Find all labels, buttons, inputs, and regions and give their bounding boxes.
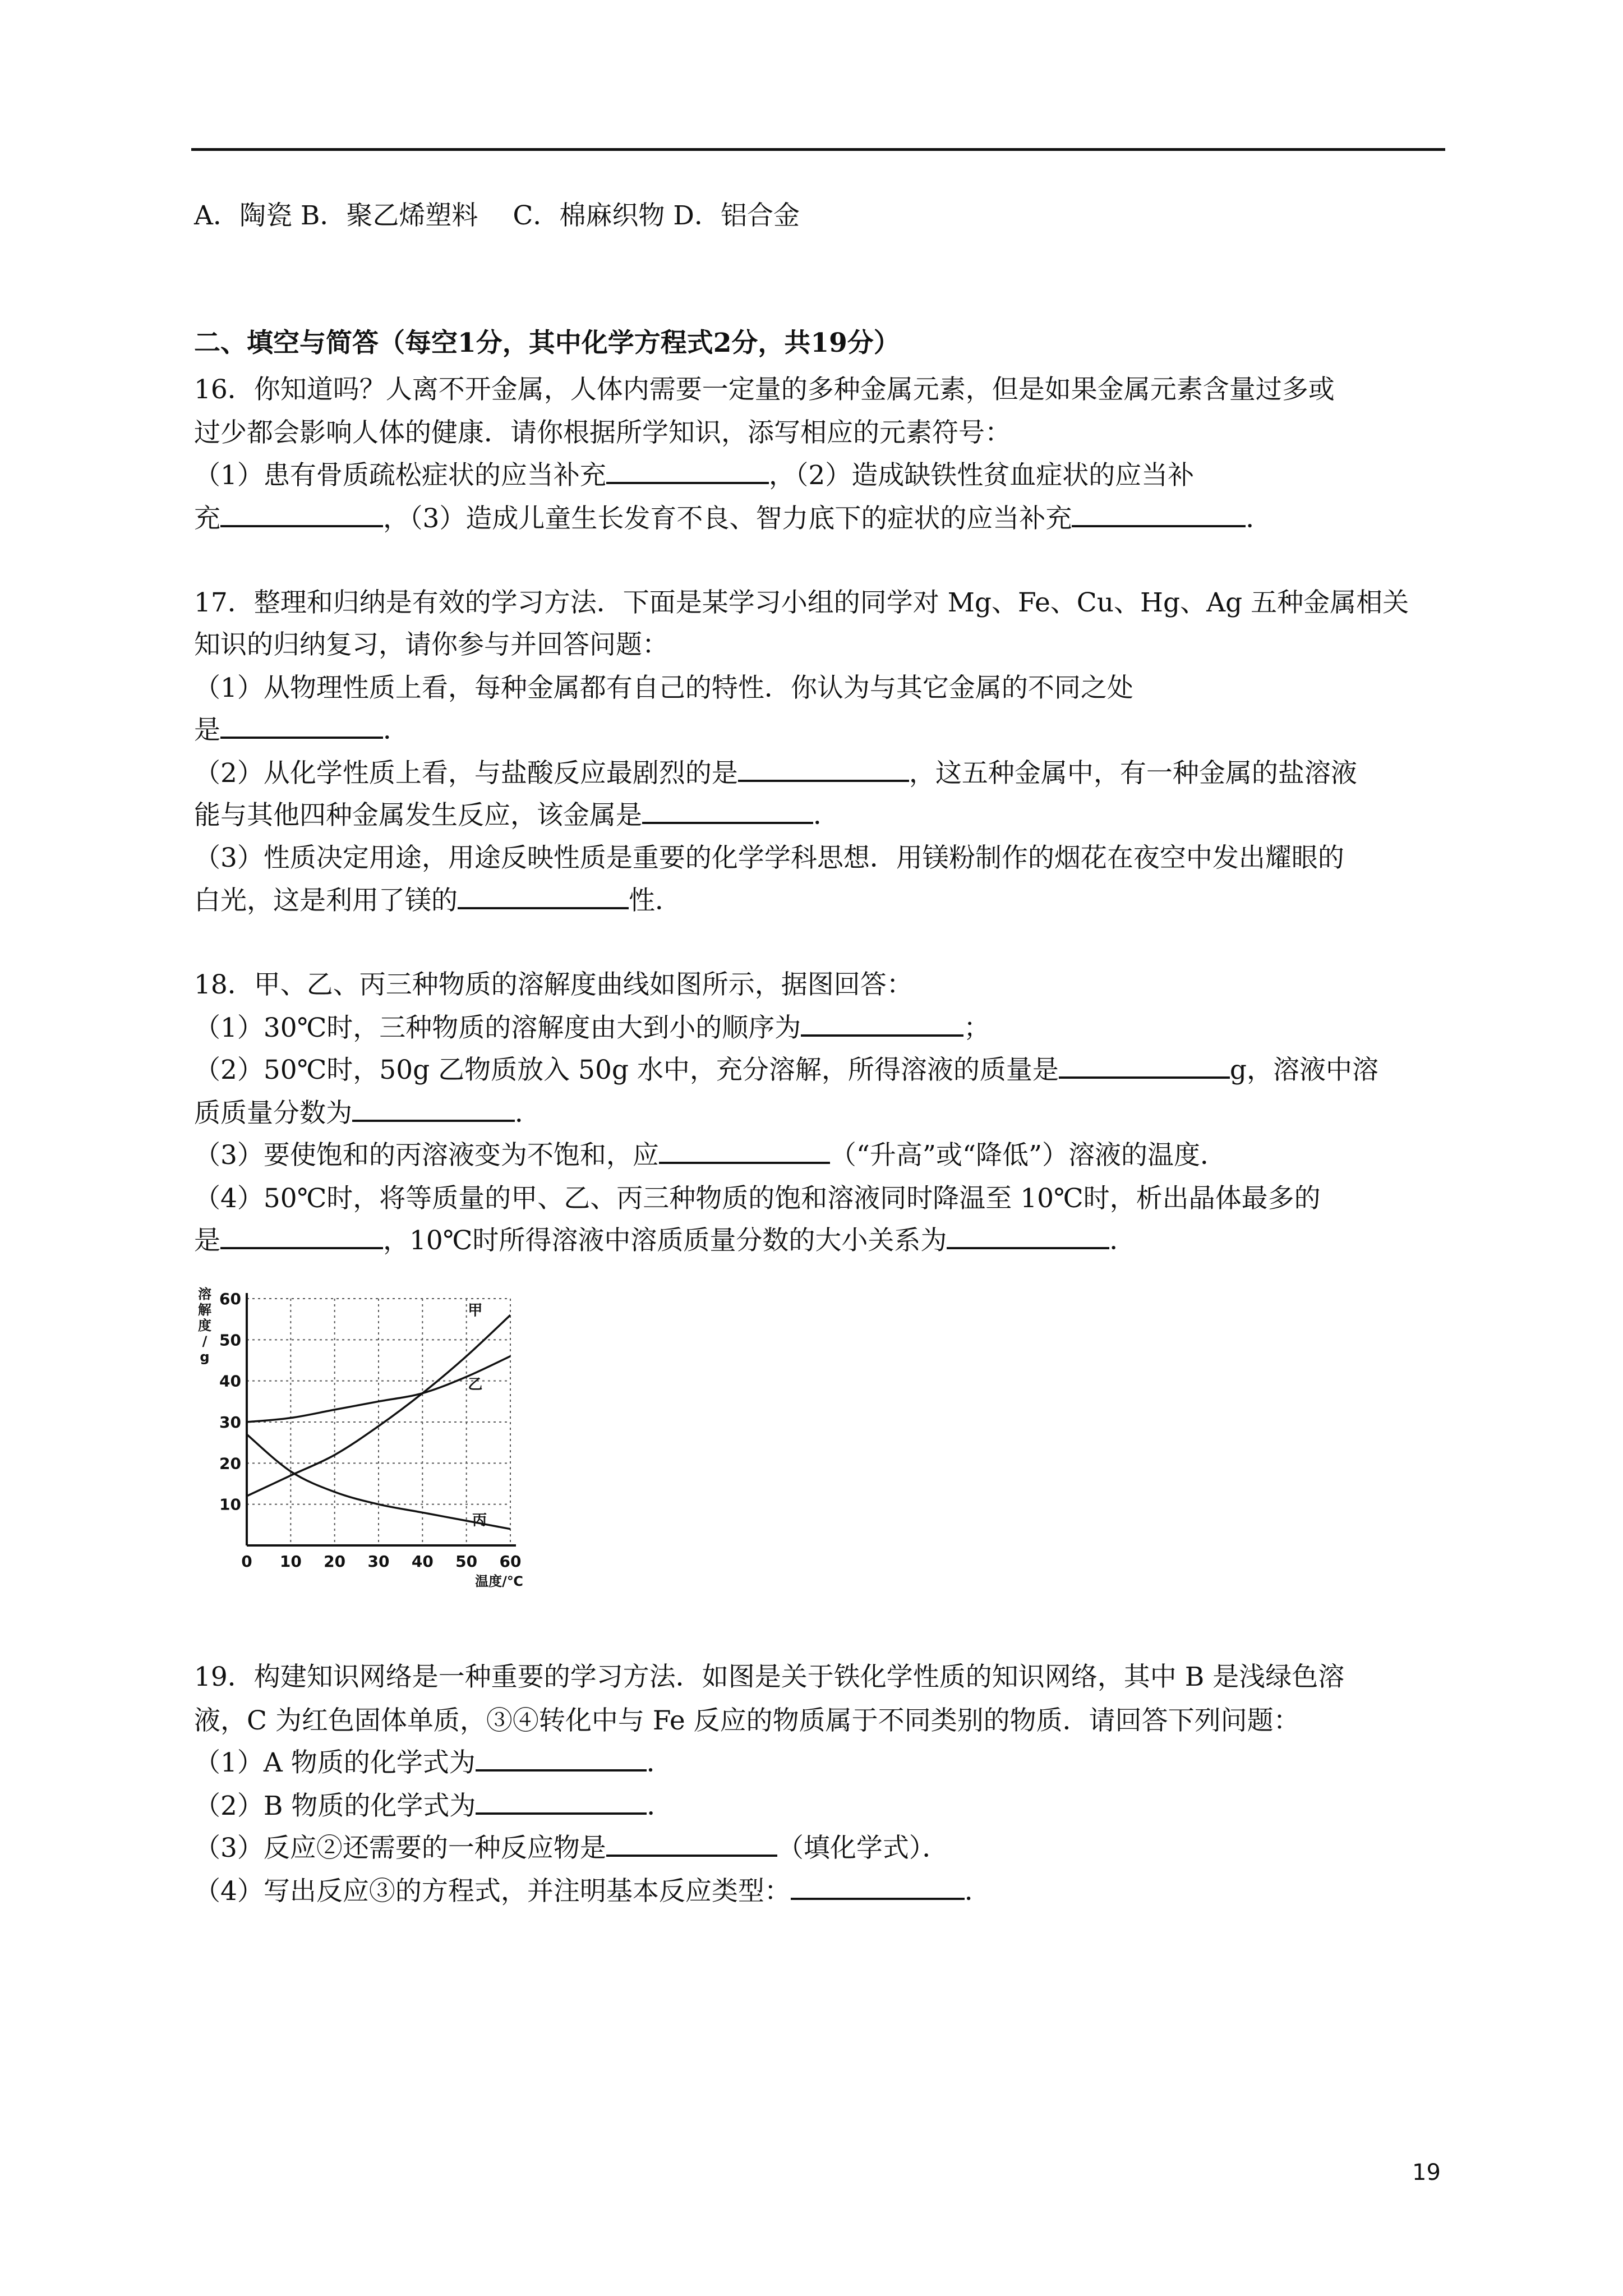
q17-text: 能与其他四种金属发生反应，该金属是 (194, 800, 642, 831)
x-tick-label: 60 (499, 1552, 522, 1571)
q16-line-2: 过少都会影响人体的健康．请你根据所学知识，添写相应的元素符号： (194, 417, 1011, 448)
q16-text: ，（3）造成儿童生长发育不良、智力底下的症状的应当补充 (383, 503, 1072, 534)
q19-text: ． (646, 1747, 673, 1778)
q16-text: ，（2）造成缺铁性贫血症状的应当补 (768, 460, 1195, 491)
answer-blank[interactable] (352, 1097, 515, 1122)
section-heading: 二、填空与简答（每空1分，其中化学方程式2分，共19分） (194, 328, 900, 358)
q18-text: （“升高”或“降低”）溶液的温度． (829, 1140, 1227, 1171)
series-line-3 (247, 1434, 510, 1529)
q19-text: （3）反应②还需要的一种反应物是 (194, 1833, 606, 1864)
q18-line-5 (194, 1139, 1446, 1172)
q17-line-6 (194, 799, 1446, 832)
solubility-chart (191, 1282, 527, 1596)
q17-text: ，这五种金属中，有一种金属的盐溶液 (909, 758, 1357, 789)
y-tick-label: 30 (219, 1413, 241, 1432)
answer-blank[interactable] (659, 1139, 830, 1164)
q18-line-3 (194, 1053, 1446, 1087)
x-axis-label: 温度/℃ (475, 1573, 523, 1589)
q16-text: 充 (194, 503, 220, 534)
q17-text: （2）从化学性质上看，与盐酸反应最剧烈的是 (194, 758, 738, 789)
answer-blank[interactable] (476, 1747, 647, 1772)
x-tick-label: 40 (411, 1552, 434, 1571)
q19-line-6 (194, 1875, 1446, 1908)
q16-line-1: 16．你知道吗？人离不开金属，人体内需要一定量的多种金属元素，但是如果金属元素含量过多或 (194, 374, 1335, 405)
q17-line-2: 知识的归纳复习，请你参与并回答问题： (194, 629, 668, 660)
q19-line-1: 19．构建知识网络是一种重要的学习方法．如图是关于铁化学性质的知识网络，其中 B 是浅绿色溶 (194, 1662, 1345, 1692)
q17-line-3: （1）从物理性质上看，每种金属都有自己的特性．你认为与其它金属的不同之处 (194, 673, 1133, 703)
x-tick-label: 10 (279, 1552, 302, 1571)
answer-blank[interactable] (606, 459, 769, 484)
q19-text: ． (964, 1876, 991, 1907)
q18-text: 是 (194, 1225, 220, 1256)
q19-text: （2）B 物质的化学式为 (194, 1791, 476, 1821)
q18-text: （2）50℃时，50g 乙物质放入 50g 水中，充分溶解，所得溶液的质量是 (194, 1055, 1059, 1085)
q18-line-1: 18．甲、乙、丙三种物质的溶解度曲线如图所示，据图回答： (194, 969, 913, 1000)
q18-text: ，10℃时所得溶液中溶质质量分数的大小关系为 (383, 1225, 947, 1256)
answer-blank[interactable] (801, 1012, 963, 1037)
y-tick-label: 50 (219, 1331, 241, 1350)
y-tick-label: 20 (219, 1454, 241, 1473)
q19-text: （4）写出反应③的方程式，并注明基本反应类型： (194, 1876, 791, 1907)
q19-text: （填化学式）． (777, 1833, 949, 1864)
q16-line-4 (194, 502, 1446, 536)
q19-text: （1）A 物质的化学式为 (194, 1747, 476, 1778)
q18-line-4 (194, 1097, 1446, 1130)
q17-line-4 (194, 714, 1446, 747)
q18-text: （3）要使饱和的丙溶液变为不饱和，应 (194, 1140, 659, 1171)
q19-line-2: 液，C 为红色固体单质，③④转化中与 Fe 反应的物质属于不同类别的物质．请回答下列问题： (194, 1705, 1300, 1736)
answer-blank[interactable] (220, 503, 383, 527)
x-tick-label: 30 (367, 1552, 390, 1571)
series-label: 甲 (468, 1302, 483, 1319)
x-tick-label: 0 (241, 1552, 252, 1571)
q17-line-1: 17．整理和归纳是有效的学习方法．下面是某学习小组的同学对 Mg、Fe、Cu、Hg、Ag 五种金属相关 (194, 587, 1409, 618)
answer-blank[interactable] (606, 1832, 777, 1857)
answer-blank[interactable] (220, 714, 383, 739)
q19-line-3 (194, 1746, 1446, 1780)
series-label: 丙 (472, 1512, 487, 1529)
y-tick-label: 60 (219, 1290, 241, 1308)
q19-line-4 (194, 1789, 1446, 1823)
answer-blank[interactable] (738, 757, 909, 782)
q17-text: 是 (194, 715, 220, 746)
q18-text: ． (1109, 1225, 1136, 1256)
y-tick-label: 40 (219, 1372, 241, 1391)
page-number: 19 (1412, 2160, 1441, 2185)
answer-blank[interactable] (642, 799, 813, 824)
q18-text: （1）30℃时，三种物质的溶解度由大到小的顺序为 (194, 1013, 801, 1043)
q18-line-7 (194, 1224, 1446, 1258)
answer-blank[interactable] (220, 1225, 383, 1249)
q17-text: ． (383, 715, 409, 746)
answer-blank[interactable] (947, 1225, 1109, 1249)
q17-text: 性． (629, 885, 681, 916)
y-axis-label: 溶解度/ g (198, 1286, 211, 1365)
q16-text: （1）患有骨质疏松症状的应当补充 (194, 460, 606, 491)
q16-text: ． (1246, 503, 1272, 534)
q18-text: ； (963, 1013, 990, 1043)
series-label: 乙 (468, 1376, 483, 1393)
q18-text: 质质量分数为 (194, 1098, 352, 1129)
y-tick-label: 10 (219, 1495, 241, 1514)
q17-line-8 (194, 884, 1446, 918)
q16-line-3 (194, 459, 1446, 493)
q18-text: g，溶液中溶 (1229, 1055, 1378, 1085)
answer-blank[interactable] (458, 885, 629, 909)
q18-line-2 (194, 1011, 1446, 1045)
q17-line-5 (194, 757, 1446, 790)
q17-text: ． (813, 800, 840, 831)
x-tick-label: 20 (324, 1552, 346, 1571)
q18-line-6: （4）50℃时，将等质量的甲、乙、丙三种物质的饱和溶液同时降温至 10℃时，析出晶体最多的 (194, 1183, 1321, 1214)
prev-question-options: A．陶瓷 B．聚乙烯塑料 C．棉麻织物 D．铝合金 (194, 200, 800, 231)
q19-text: ． (647, 1791, 674, 1821)
answer-blank[interactable] (476, 1790, 647, 1815)
q17-text: 白光，这是利用了镁的 (194, 885, 458, 916)
q18-text: ． (515, 1098, 541, 1129)
q19-line-5 (194, 1832, 1446, 1865)
answer-blank[interactable] (1072, 503, 1246, 527)
answer-blank[interactable] (1059, 1054, 1230, 1079)
q17-line-7: （3）性质决定用途，用途反映性质是重要的化学学科思想．用镁粉制作的烟花在夜空中发出耀眼的 (194, 843, 1344, 873)
x-tick-label: 50 (455, 1552, 478, 1571)
chart-grid (247, 1299, 510, 1545)
answer-blank[interactable] (791, 1875, 965, 1900)
top-rule (191, 148, 1445, 151)
